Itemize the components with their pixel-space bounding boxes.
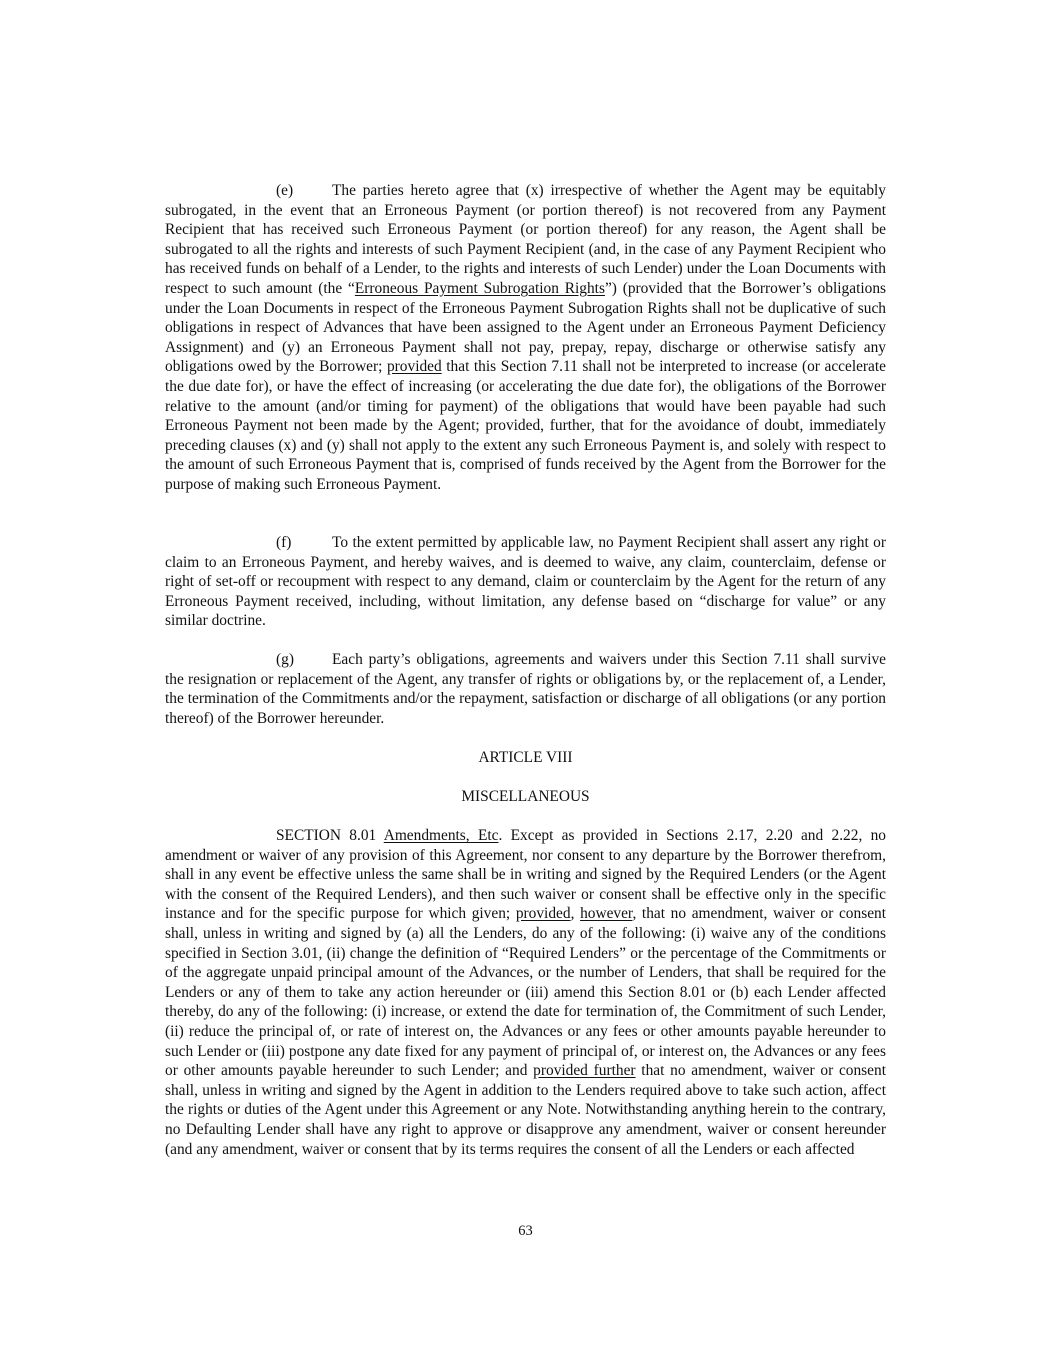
section-8-01-text-2: , that no amendment, waiver or consent shall, unless in writing and signed by (a) all the Lenders, do any of the following: (i) waive any of the conditions specified in Section 3.01, (ii) change the definition of “Required Lenders” or the percentage of the Commitments or of the aggregate unpaid principal amount of the Advances, or the number of Lenders, that shall be required for the Lenders or any of them to take any action hereunder or (iii) amend this Section 8.01 or (b) each Lender affected thereby, do any of the following: (i) increase, or extend the date for termination of, the Commitment of such Lender, (ii) reduce the principal of, or rate of interest on, the Advances or any fees or other amounts payable hereunder to such Lender or (iii) postpone any date fixed for any payment of principal of, or interest on, the Advances or any fees or other amounts payable hereunder to such Lender; and: [165, 905, 886, 1080]
section-title: Amendments, Etc: [383, 827, 499, 844]
provided-further-term: provided further: [533, 1062, 636, 1080]
paragraph-g: [165, 650, 886, 728]
paragraph-f-label: (f): [276, 534, 292, 551]
paragraph-e: [165, 181, 886, 495]
provided-term: provided: [386, 358, 442, 376]
comma-separator: ,: [570, 905, 581, 923]
section-8-01-text-3: that no amendment, waiver or consent shall, unless in writing and signed by the Agent in addition to the Lenders required above to take such action, affect the rights or duties of the Agent under this Agreement or any Note. Notwithstanding anything herein to the contrary, no Defaulting Lender shall have any right to approve or disapprove any amendment, waiver or consent hereunder (and any amendment, waiver or consent that by its terms requires the consent of all the Lenders or each affected: [165, 1062, 886, 1158]
provided-term: provided: [515, 905, 571, 923]
page-number: 63: [518, 1223, 533, 1239]
paragraph-f: [165, 533, 886, 631]
paragraph-e-label: (e): [276, 182, 294, 199]
defined-term-erroneous-payment-subrogation-rights: Erroneous Payment Subrogation Rights: [354, 279, 605, 297]
section-8-01: [165, 826, 886, 1159]
paragraph-g-text: Each party’s obligations, agreements and waivers under this Section 7.11 shall survive the resignation or replacement of the Agent, any transfer of rights or obligations by, or the replacement of, a Lender, the termination of the Commitments and/or the repayment, satisfaction or discharge of all obligations (or any portion thereof) of the Borrower hereunder.: [165, 651, 886, 727]
paragraph-f-text: To the extent permitted by applicable law, no Payment Recipient shall assert any right or claim to an Erroneous Payment, and hereby waives, and is deemed to waive, any claim, counterclaim, defense or right of set-off or recoupment with respect to any demand, claim or counterclaim by the Agent for the return of any Erroneous Payment received, including, without limitation, any defense based on “discharge for value” or any similar doctrine.: [165, 534, 886, 630]
section-8-01-text-1: . Except as provided in Sections 2.17, 2.20 and 2.22, no amendment or waiver of any provision of this Agreement, nor consent to any departure by the Borrower therefrom, shall in any event be effective unless the same shall be in writing and signed by the Required Lenders (or the Agent with the consent of the Required Lenders), and then such waiver or consent shall be effective only in the specific instance and for the specific purpose for which given;: [165, 827, 886, 923]
article-heading: ARTICLE VIII: [478, 749, 573, 766]
article-title: MISCELLANEOUS: [461, 788, 590, 805]
paragraph-g-label: (g): [276, 651, 294, 668]
however-term: however: [580, 905, 633, 923]
section-number: SECTION 8.01: [276, 827, 377, 844]
paragraph-e-text-3: that this Section 7.11 shall not be interpreted to increase (or accelerate the due date for), or have the effect of increasing (or accelerating the due date for), the obligations of the Borrower relative to the amount (and/or timing for payment) of the obligations that would have been payable had such Erroneous Payment not been made by the Agent; provided, further, that for the avoidance of doubt, immediately preceding clauses (x) and (y) shall not apply to the extent any such Erroneous Payment is, and solely with respect to the amount of such Erroneous Payment that is, comprised of funds received by the Agent from the Borrower for the purpose of making such Erroneous Payment.: [165, 358, 886, 493]
paragraph-e-text-2: ”) (provided that the Borrower’s obligations under the Loan Documents in respect of the Erroneous Payment Subrogation Rights shall not be duplicative of such obligations in respect of Advances that have been assigned to the Agent under an Erroneous Payment Deficiency Assignment) and (y) an Erroneous Payment shall not pay, prepay, repay, discharge or otherwise satisfy any obligations owed by the Borrower;: [165, 279, 887, 376]
paragraph-e-text-1: The parties hereto agree that (x) irrespective of whether the Agent may be equitably subrogated, in the event that an Erroneous Payment (or portion thereof) is not recovered from any Payment Recipient that has received such Erroneous Payment (or portion thereof) for any reason, the Agent shall be subrogated to all the rights and interests of such Payment Recipient (and, in the case of any Payment Recipient who has received funds on behalf of a Lender, to the rights and interests of such Lender) under the Loan Documents with respect to such amount (the “: [165, 182, 886, 297]
